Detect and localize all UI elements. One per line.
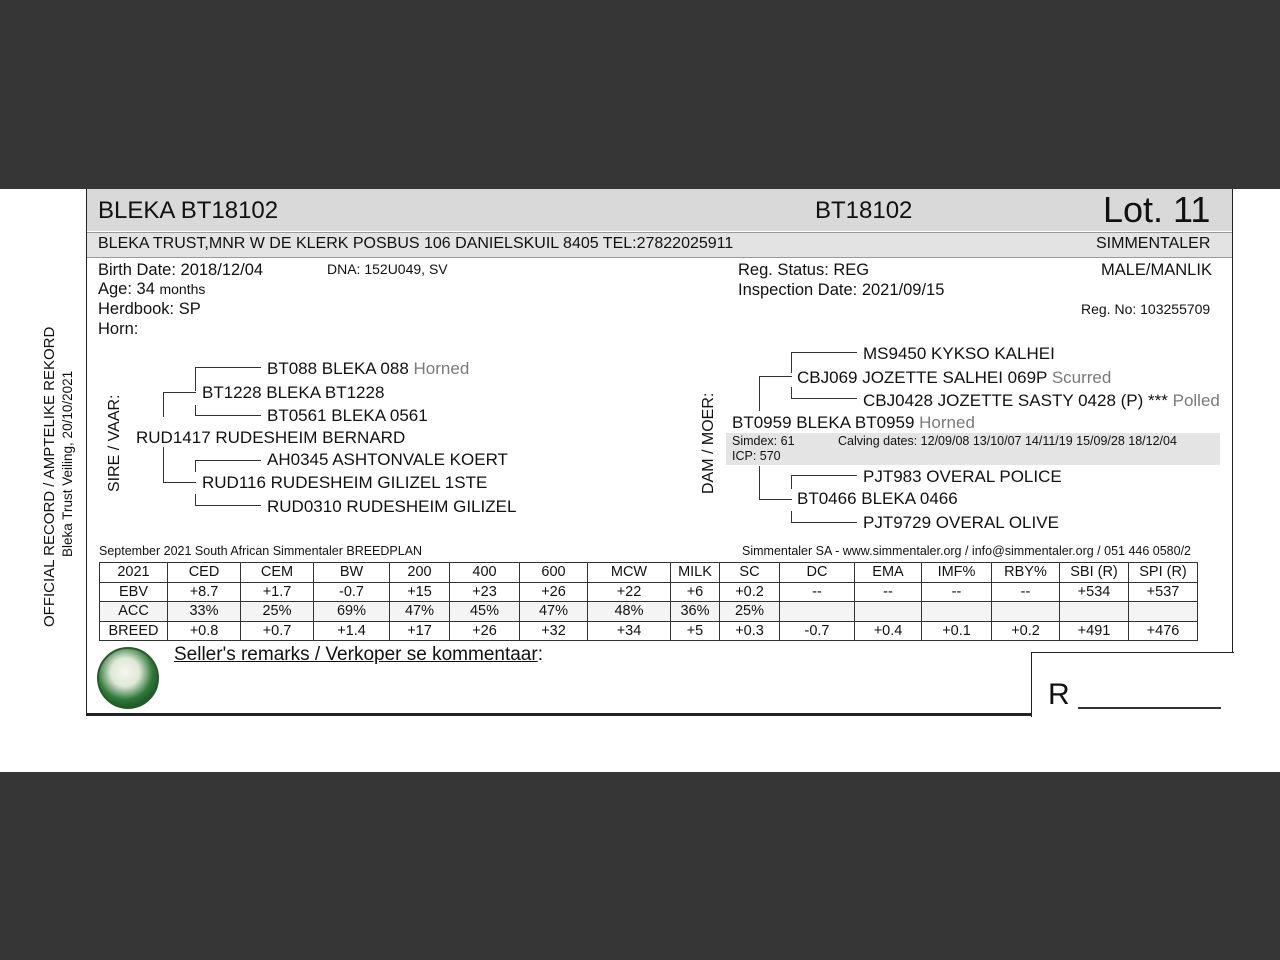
table-cell: +491 [1060,621,1129,641]
reg-status: Reg. Status: REG [738,261,870,279]
table-cell: +34 [588,621,671,641]
table-cell [992,602,1060,622]
table-cell: 25% [241,602,314,622]
table-cell: +26 [450,621,520,641]
table-cell: SPI (R) [1129,563,1198,583]
table-cell: 69% [314,602,390,622]
table-cell: -- [992,582,1060,602]
sex: MALE/MANLIK [1101,261,1212,279]
sire-name: RUD1417 RUDESHEIM BERNARD [136,428,406,447]
table-cell: 2021 [100,563,168,583]
dam-section-label: DAM / MOER: [700,392,717,494]
inspection-date: Inspection Date: 2021/09/15 [738,281,945,299]
table-cell: 45% [450,602,520,622]
dam-sire-sire: MS9450 KYKSO KALHEI [863,344,1055,363]
dna-info: DNA: 152U049, SV [327,261,448,277]
owner-details: BLEKA TRUST,MNR W DE KLERK POSBUS 106 DANIELSKUIL 8405 TEL:27822025911 [98,235,734,252]
sire-sire-sire: BT088 BLEKA 088 Horned [267,359,470,378]
table-cell: EMA [855,563,922,583]
simmentaler-logo [97,647,159,709]
table-row-breed [100,621,1198,641]
remarks-label: Seller's remarks / Verkoper se kommentaar: [174,644,543,665]
table-cell: +0.7 [241,621,314,641]
table-cell: 48% [588,602,671,622]
dam-name: BT0959 BLEKA BT0959 Horned [732,413,975,432]
sire-sire: BT1228 BLEKA BT1228 [202,383,385,402]
table-cell [1129,602,1198,622]
table-cell: MILK [671,563,720,583]
sire-sire-dam: BT0561 BLEKA 0561 [267,406,428,425]
table-cell: EBV [100,582,168,602]
table-cell: +17 [390,621,450,641]
table-cell: -- [855,582,922,602]
table-cell: +26 [520,582,588,602]
table-cell: BREED [100,621,168,641]
horn-status: Horn: [98,320,139,338]
price-currency: R [1048,678,1070,711]
table-row-ebv [100,582,1198,602]
table-cell: +0.2 [720,582,780,602]
table-cell: 47% [520,602,588,622]
price-input-line[interactable] [1078,707,1221,709]
table-cell: 33% [168,602,241,622]
animal-id: BT18102 [815,197,913,224]
table-cell: MCW [588,563,671,583]
official-record-label: OFFICIAL RECORD / AMPTELIKE REKORD [41,326,58,627]
table-cell: 400 [450,563,520,583]
dam-calving-dates: Calving dates: 12/09/08 13/10/07 14/11/19 15/09/28 18/12/04 [838,434,1177,448]
age: Age: 34 months [98,280,206,298]
lot-card [0,189,1280,772]
table-cell: RBY% [992,563,1060,583]
table-cell: +0.1 [922,621,992,641]
dam-sire: CBJ069 JOZETTE SALHEI 069P Scurred [797,368,1112,387]
table-cell: -- [922,582,992,602]
reg-number: Reg. No: 103255709 [1081,301,1211,317]
table-cell [855,602,922,622]
herdbook: Herdbook: SP [98,300,201,318]
table-cell: +0.3 [720,621,780,641]
table-cell: +32 [520,621,588,641]
sire-dam-dam: RUD0310 RUDESHEIM GILIZEL [267,497,517,516]
animal-name: BLEKA BT18102 [98,197,279,224]
table-cell: +23 [450,582,520,602]
lot-number: Lot. 11 [1103,189,1211,230]
table-cell: ACC [100,602,168,622]
table-cell: 47% [390,602,450,622]
table-cell: +8.7 [168,582,241,602]
breed-label: SIMMENTALER [1096,235,1211,252]
table-cell: CED [168,563,241,583]
sire-dam: RUD116 RUDESHEIM GILIZEL 1STE [202,473,488,492]
table-cell: IMF% [922,563,992,583]
table-cell: +476 [1129,621,1198,641]
remarks-separator [86,714,1032,716]
table-cell: -0.7 [780,621,855,641]
table-cell: 200 [390,563,450,583]
table-cell: SC [720,563,780,583]
table-cell: +0.2 [992,621,1060,641]
dam-simdex: Simdex: 61 [732,434,795,448]
dam-dam-sire: PJT983 OVERAL POLICE [863,467,1062,486]
dam-dam-dam: PJT9729 OVERAL OLIVE [863,513,1059,532]
table-cell: +22 [588,582,671,602]
table-header-row [100,563,1198,583]
table-cell: -- [780,582,855,602]
table-cell [922,602,992,622]
table-cell: DC [780,563,855,583]
table-cell: +0.4 [855,621,922,641]
breedplan-table [99,562,1198,641]
table-cell: 25% [720,602,780,622]
table-cell: +534 [1060,582,1129,602]
table-cell: +1.4 [314,621,390,641]
sire-section-label: SIRE / VAAR: [106,394,123,492]
dam-icp: ICP: 570 [732,449,781,463]
table-cell: +0.8 [168,621,241,641]
dam-sire-dam: CBJ0428 JOZETTE SASTY 0428 (P) *** Polled [863,391,1220,410]
table-cell: 600 [520,563,588,583]
table-cell: -0.7 [314,582,390,602]
table-cell: 36% [671,602,720,622]
table-cell: +5 [671,621,720,641]
dam-dam: BT0466 BLEKA 0466 [797,489,958,508]
table-row-acc [100,602,1198,622]
sire-dam-sire: AH0345 ASHTONVALE KOERT [267,450,508,469]
table-cell [780,602,855,622]
table-cell: +1.7 [241,582,314,602]
birth-date: Birth Date: 2018/12/04 [98,261,264,279]
breedplan-caption: September 2021 South African Simmentaler BREEDPLAN [99,544,423,558]
sale-label: Bleka Trust Veiling, 20/10/2021 [60,370,75,557]
table-cell: SBI (R) [1060,563,1129,583]
table-cell: +6 [671,582,720,602]
table-cell: BW [314,563,390,583]
breedplan-contact: Simmentaler SA - www.simmentaler.org / info@simmentaler.org / 051 446 0580/2 [742,544,1192,558]
table-cell: +537 [1129,582,1198,602]
table-cell [1060,602,1129,622]
table-cell: CEM [241,563,314,583]
table-cell: +15 [390,582,450,602]
